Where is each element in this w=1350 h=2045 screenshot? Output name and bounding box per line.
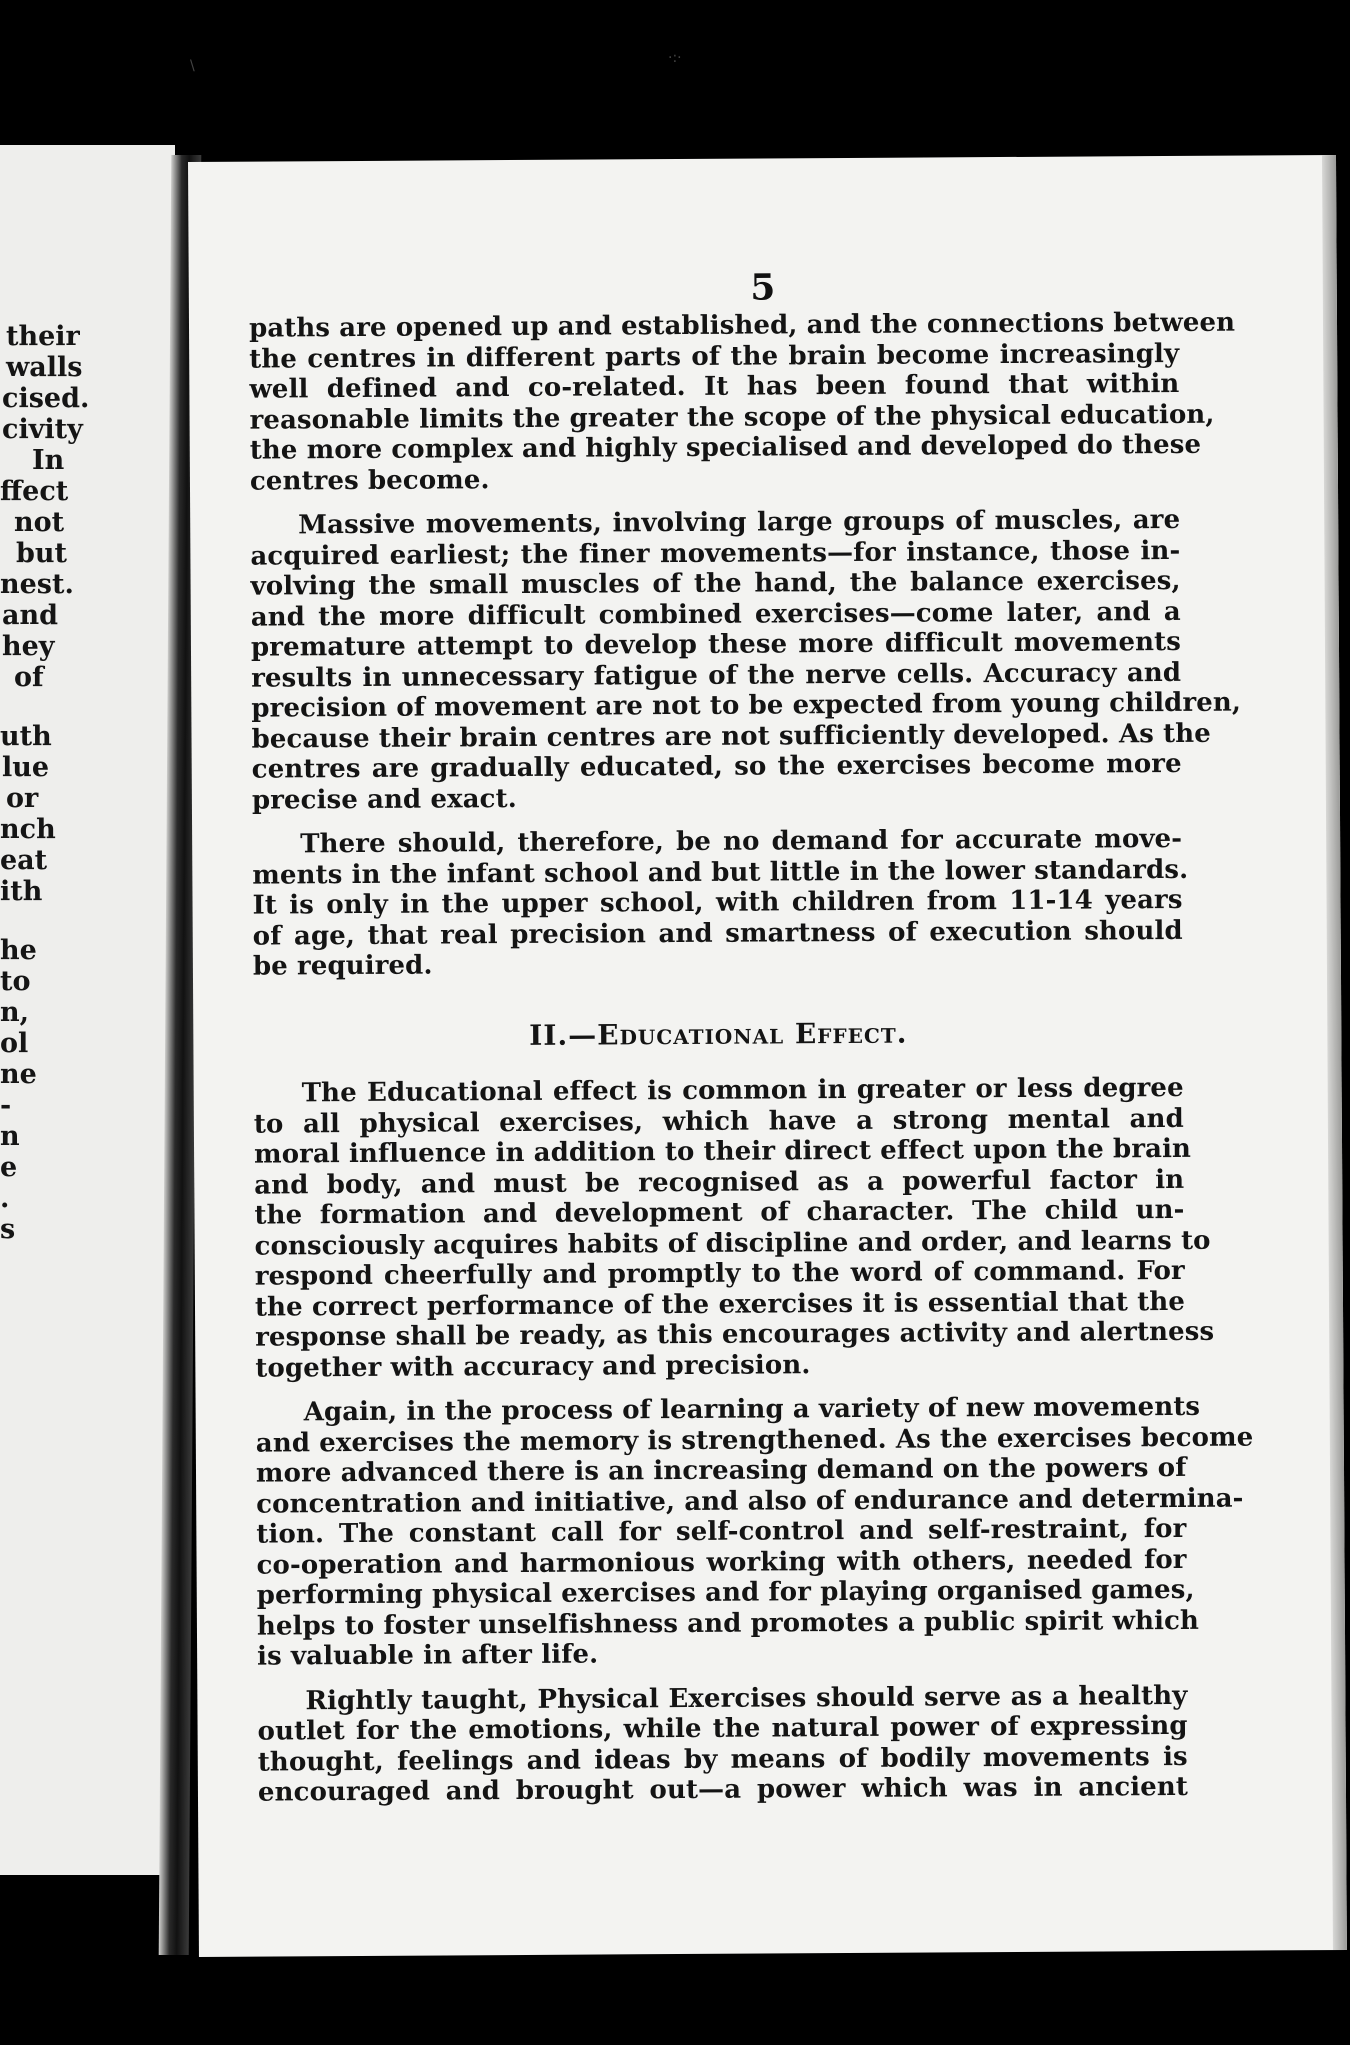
- left-page-fragment: e: [0, 1152, 18, 1183]
- paragraph-4: [253, 1072, 1215, 1384]
- text-line: the more complex and highly specialised and developed do these: [249, 429, 1202, 466]
- page-body: [248, 307, 1254, 1808]
- text-line: helps to foster unselfishness and promotes a public spirit which: [256, 1605, 1200, 1642]
- text-line: response shall be ready, as this encourages activity and alertness: [255, 1316, 1215, 1353]
- left-page-fragment: n,: [0, 997, 30, 1028]
- left-page-fragment: ith: [0, 876, 43, 907]
- left-page-fragment: ffect: [0, 476, 69, 507]
- page-number: 5: [750, 266, 776, 309]
- left-page-fragment: or: [6, 783, 39, 814]
- left-page-fragment: nch: [0, 814, 56, 845]
- scan-speck: \: [190, 58, 195, 74]
- left-page-fragment: to: [0, 966, 31, 997]
- left-facing-page: [0, 145, 175, 1875]
- scan-speck: ·:·: [668, 50, 682, 66]
- text-line: outlet for the emotions, while the natural power of expressing: [257, 1710, 1188, 1747]
- left-page-fragment: not: [14, 507, 65, 538]
- left-page-fragment: and: [2, 600, 59, 631]
- book-page: [188, 155, 1347, 1957]
- page-edge: [1322, 155, 1347, 1950]
- text-line: the centres in different parts of the brain become increasingly: [249, 338, 1180, 375]
- text-line: encouraged and brought out—a power which was in ancient: [257, 1771, 1189, 1808]
- paragraph-3: [252, 823, 1189, 982]
- text-line: performing physical exercises and for playing organised games,: [256, 1574, 1195, 1611]
- text-line: moral influence in addition to their direct effect upon the brain: [253, 1133, 1192, 1170]
- left-page-fragment: their: [6, 321, 80, 352]
- section-heading: II.—Educational Effect.: [529, 1016, 908, 1052]
- left-page-fragment: but: [16, 538, 67, 569]
- text-line: to all physical exercises, which have a strong mental and: [253, 1103, 1184, 1140]
- left-page-fragment: ol: [0, 1028, 29, 1059]
- left-page-fragment: he: [0, 935, 37, 966]
- left-page-fragment: -: [0, 1090, 12, 1121]
- text-line: reasonable limits the greater the scope of the physical education,: [249, 399, 1215, 436]
- left-page-fragment: of: [14, 662, 44, 693]
- text-line: of age, that real precision and smartness of execution should: [252, 915, 1183, 952]
- text-line: and exercises the memory is strengthened. As the exercises become: [255, 1422, 1254, 1459]
- text-line: the formation and development of character. The child un-: [254, 1194, 1185, 1231]
- text-line: and the more difficult combined exercises—come later, and a: [250, 596, 1181, 633]
- paragraph-2: [250, 504, 1242, 816]
- text-line: There should, therefore, be no demand for accurate move-: [300, 823, 1183, 860]
- left-page-fragment: nest.: [0, 569, 74, 600]
- left-page-fragment: .: [0, 1183, 10, 1214]
- left-page-fragment: uth: [0, 721, 52, 752]
- text-line: is valuable in after life.: [257, 1639, 599, 1672]
- text-line: Massive movements, involving large groups of muscles, are: [298, 504, 1181, 541]
- text-line: respond cheerfully and promptly to the word of command. For: [254, 1255, 1185, 1292]
- text-line: because their brain centres are not sufficiently developed. As the: [251, 718, 1211, 755]
- left-page-fragment: n: [0, 1121, 20, 1152]
- text-line: acquired earliest; the finer movements—for instance, those in-: [250, 535, 1181, 572]
- text-line: centres become.: [249, 464, 490, 497]
- text-line: well defined and co-related. It has been found that within: [249, 368, 1180, 405]
- text-line: Rightly taught, Physical Exercises should serve as a healthy: [305, 1680, 1188, 1716]
- text-line: ments in the infant school and but little in the lower standards.: [252, 854, 1189, 891]
- text-line: precise and exact.: [251, 783, 517, 816]
- text-line: be required.: [252, 950, 433, 982]
- left-page-fragment: hey: [2, 631, 55, 662]
- text-line: concentration and initiative, and also of endurance and determina-: [256, 1483, 1244, 1520]
- paragraph-6: [257, 1680, 1188, 1808]
- text-line: more advanced there is an increasing demand on the powers of: [255, 1452, 1187, 1489]
- left-page-fragment: walls: [6, 352, 83, 383]
- paragraph-1: [248, 307, 1236, 497]
- text-line: thought, feelings and ideas by means of bodily movements is: [257, 1741, 1188, 1778]
- text-line: tion. The constant call for self-control and self-restraint, for: [256, 1513, 1187, 1550]
- left-page-fragment: cised.: [2, 383, 90, 414]
- text-line: volving the small muscles of the hand, the balance exercises,: [250, 565, 1181, 602]
- text-line: paths are opened up and established, and the connections between: [248, 307, 1236, 344]
- left-page-fragment: ne: [0, 1059, 37, 1090]
- text-line: The Educational effect is common in greater or less degree: [301, 1072, 1184, 1109]
- left-page-fragment: civity: [2, 414, 83, 445]
- paragraph-5: [255, 1391, 1254, 1672]
- text-line: centres are gradually educated, so the exercises become more: [251, 748, 1182, 785]
- text-line: It is only in the upper school, with children from 11-14 years: [252, 884, 1183, 921]
- text-line: Again, in the process of learning a variety of new movements: [303, 1391, 1201, 1428]
- left-page-fragment: eat: [0, 845, 48, 876]
- text-line: co-operation and harmonious working with others, needed for: [256, 1544, 1187, 1581]
- text-line: and body, and must be recognised as a powerful factor in: [254, 1164, 1185, 1201]
- left-page-fragment: s: [0, 1214, 16, 1245]
- left-page-fragment: lue: [2, 752, 50, 783]
- text-line: consciously acquires habits of discipline and order, and learns to: [254, 1225, 1211, 1262]
- text-line: the correct performance of the exercises it is essential that the: [254, 1286, 1186, 1323]
- text-line: results in unnecessary fatigue of the nerve cells. Accuracy and: [251, 657, 1182, 694]
- text-line: premature attempt to develop these more difficult movements: [250, 626, 1182, 663]
- text-line: together with accuracy and precision.: [255, 1349, 811, 1384]
- text-line: precision of movement are not to be expected from young children,: [251, 687, 1242, 724]
- left-page-fragment: In: [32, 445, 65, 476]
